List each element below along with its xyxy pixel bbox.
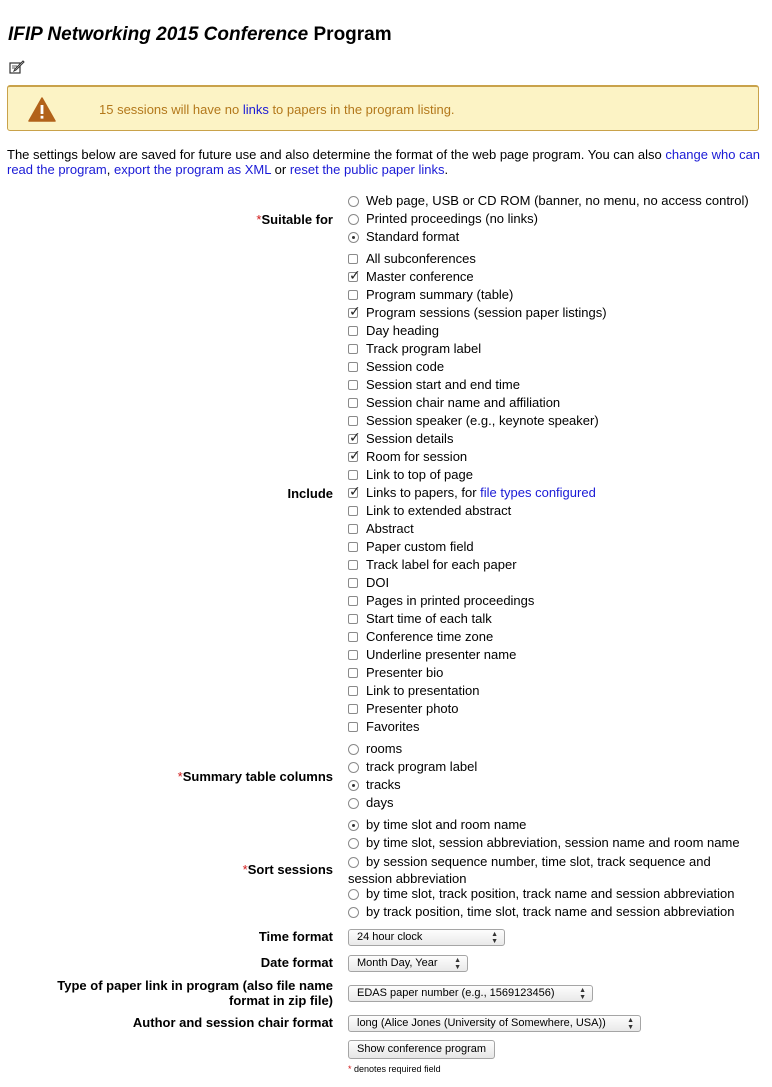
option-label: Track label for each paper xyxy=(366,557,517,572)
time-format-select[interactable] xyxy=(348,929,505,946)
select-value: 24 hour clock xyxy=(357,931,423,943)
suitable-for-label xyxy=(256,212,333,227)
option-label: by session sequence number, time slot, track sequence and session abbreviation xyxy=(348,854,711,886)
option-label: Day heading xyxy=(366,323,439,338)
option-label: track program label xyxy=(366,759,478,774)
checkbox[interactable] xyxy=(348,704,358,714)
required-mark: * xyxy=(348,1064,352,1074)
sort-option[interactable] xyxy=(348,816,526,834)
select-arrows-icon: ▲ ▼ xyxy=(579,987,586,1001)
summary-option[interactable] xyxy=(348,740,402,758)
include-option[interactable] xyxy=(348,286,513,304)
include-option[interactable] xyxy=(348,556,517,574)
checkbox[interactable] xyxy=(348,398,358,408)
include-label: Include xyxy=(287,486,333,501)
paper-link-select[interactable] xyxy=(348,985,593,1002)
checkbox[interactable] xyxy=(348,632,358,642)
checkbox[interactable] xyxy=(348,254,358,264)
option-label: Links to papers, for xyxy=(366,485,481,500)
required-mark: * xyxy=(242,862,248,877)
option-label: days xyxy=(366,795,394,810)
include-option[interactable] xyxy=(348,466,473,484)
sort-option[interactable] xyxy=(348,853,748,887)
checkbox[interactable] xyxy=(348,362,358,372)
reset-links-link[interactable]: reset the public paper links xyxy=(289,162,445,177)
checkbox[interactable] xyxy=(348,290,358,300)
intro-sep-1: , xyxy=(106,162,114,177)
warning-text-after: to papers in the program listing. xyxy=(268,102,455,117)
checkbox[interactable] xyxy=(348,524,358,534)
radio-button[interactable] xyxy=(348,889,359,900)
radio-button-selected[interactable] xyxy=(348,232,359,243)
option-label: Program summary (table) xyxy=(366,287,514,302)
checkbox[interactable] xyxy=(348,542,358,552)
option-label: by time slot, track position, track name and session abbreviation xyxy=(366,886,735,901)
sort-option[interactable] xyxy=(348,903,735,921)
file-types-link[interactable]: file types configured xyxy=(480,485,596,500)
page-title xyxy=(8,24,392,46)
option-label: Session speaker (e.g., keynote speaker) xyxy=(366,413,599,428)
radio-button-selected[interactable] xyxy=(348,820,359,831)
select-arrows-icon: ▲ ▼ xyxy=(491,931,498,945)
paper-link-label-line2: format in zip file) xyxy=(229,993,333,1008)
intro-sep-2: or xyxy=(271,162,290,177)
radio-button[interactable] xyxy=(348,762,359,773)
required-mark: * xyxy=(256,212,262,227)
sort-option[interactable] xyxy=(348,885,735,903)
suitable-for-text: Suitable for xyxy=(261,212,333,227)
option-label: Session details xyxy=(366,431,454,446)
checkbox[interactable] xyxy=(348,668,358,678)
option-label: Pages in printed proceedings xyxy=(366,593,535,608)
summary-option[interactable] xyxy=(348,776,401,794)
include-option[interactable] xyxy=(348,412,599,430)
option-label: Start time of each talk xyxy=(366,611,492,626)
select-value: Month Day, Year xyxy=(357,957,438,969)
suitable-for-option[interactable] xyxy=(348,192,749,210)
author-format-label: Author and session chair format xyxy=(132,1015,333,1030)
include-option[interactable] xyxy=(348,268,474,286)
paper-link-label-line1: Type of paper link in program (also file name xyxy=(57,978,333,993)
page-title-conference: IFIP Networking 2015 Conference xyxy=(8,24,309,45)
option-label: by track position, time slot, track name and session abbreviation xyxy=(366,904,735,919)
include-option[interactable] xyxy=(348,574,389,592)
option-label: Abstract xyxy=(366,521,414,536)
summary-option[interactable] xyxy=(348,758,477,776)
include-option[interactable] xyxy=(348,448,467,466)
intro-text: The settings below are saved for future use and also determine the format of the web page program. You can also xyxy=(7,147,666,162)
author-format-select[interactable] xyxy=(348,1015,641,1032)
checkbox[interactable] xyxy=(348,380,358,390)
option-label: Web page, USB or CD ROM (banner, no menu, no access control) xyxy=(366,193,749,208)
summary-table-text: Summary table columns xyxy=(182,769,333,784)
option-label: Link to top of page xyxy=(366,467,473,482)
intro-paragraph xyxy=(7,147,767,177)
option-label: All subconferences xyxy=(366,251,476,266)
include-option[interactable] xyxy=(348,700,459,718)
checkbox-checked[interactable] xyxy=(348,272,358,282)
intro-end: . xyxy=(444,162,449,177)
include-option[interactable] xyxy=(348,484,596,502)
suitable-for-option[interactable] xyxy=(348,228,459,246)
include-option[interactable] xyxy=(348,628,493,646)
checkbox[interactable] xyxy=(348,344,358,354)
radio-button[interactable] xyxy=(348,857,359,868)
select-value: long (Alice Jones (University of Somewhere, USA)) xyxy=(357,1017,606,1029)
export-xml-link[interactable]: export the program as XML xyxy=(113,162,272,177)
sort-option[interactable] xyxy=(348,834,740,852)
radio-button[interactable] xyxy=(348,907,359,918)
option-label: by time slot, session abbreviation, session name and room name xyxy=(366,835,740,850)
checkbox-checked[interactable] xyxy=(348,434,358,444)
option-label: Printed proceedings (no links) xyxy=(366,211,538,226)
option-label: Room for session xyxy=(366,449,468,464)
checkbox[interactable] xyxy=(348,560,358,570)
option-label: Presenter bio xyxy=(366,665,444,680)
option-label: Favorites xyxy=(366,719,420,734)
option-label: tracks xyxy=(366,777,401,792)
radio-button[interactable] xyxy=(348,838,359,849)
change-readers-link[interactable]: change who can read the program xyxy=(7,147,761,177)
option-label: DOI xyxy=(366,575,390,590)
time-format-label: Time format xyxy=(258,929,333,944)
sort-sessions-text: Sort sessions xyxy=(247,862,333,877)
warning-message xyxy=(99,102,455,117)
warning-banner xyxy=(7,85,759,131)
checkbox[interactable] xyxy=(348,326,358,336)
option-label: rooms xyxy=(366,741,403,756)
include-option[interactable] xyxy=(348,664,443,682)
option-label: Session start and end time xyxy=(366,377,520,392)
option-label: Track program label xyxy=(366,341,482,356)
checkbox-checked[interactable] xyxy=(348,308,358,318)
include-option[interactable] xyxy=(348,340,481,358)
option-label: Presenter photo xyxy=(366,701,459,716)
include-option[interactable] xyxy=(348,646,516,664)
checkbox[interactable] xyxy=(348,650,358,660)
date-format-select[interactable] xyxy=(348,955,468,972)
edit-icon[interactable] xyxy=(9,59,25,75)
checkbox[interactable] xyxy=(348,470,358,480)
include-option[interactable] xyxy=(348,538,474,556)
option-label: by time slot and room name xyxy=(366,817,527,832)
option-label: Master conference xyxy=(366,269,474,284)
include-option[interactable] xyxy=(348,592,534,610)
select-arrows-icon: ▲ ▼ xyxy=(627,1017,634,1031)
option-label: Standard format xyxy=(366,229,460,244)
radio-button[interactable] xyxy=(348,798,359,809)
summary-option[interactable] xyxy=(348,794,393,812)
checkbox[interactable] xyxy=(348,722,358,732)
option-label: Link to extended abstract xyxy=(366,503,512,518)
select-value: EDAS paper number (e.g., 1569123456) xyxy=(357,987,555,999)
include-option[interactable] xyxy=(348,718,419,736)
checkbox[interactable] xyxy=(348,506,358,516)
include-option[interactable] xyxy=(348,430,453,448)
option-label: Session code xyxy=(366,359,445,374)
option-label: Link to presentation xyxy=(366,683,480,698)
checkbox[interactable] xyxy=(348,614,358,624)
links-link[interactable]: links xyxy=(242,102,269,117)
option-label: Session chair name and affiliation xyxy=(366,395,561,410)
radio-button[interactable] xyxy=(348,214,359,225)
sort-sessions-label xyxy=(243,862,333,877)
footnote-text: denotes required field xyxy=(351,1064,441,1074)
checkbox[interactable] xyxy=(348,686,358,696)
include-option[interactable] xyxy=(348,376,520,394)
include-option[interactable] xyxy=(348,394,560,412)
option-label: Program sessions (session paper listings) xyxy=(366,305,607,320)
option-label: Paper custom field xyxy=(366,539,474,554)
date-format-label: Date format xyxy=(260,955,333,970)
include-option[interactable] xyxy=(348,250,476,268)
include-option[interactable] xyxy=(348,502,511,520)
show-program-button[interactable]: Show conference program xyxy=(348,1040,495,1059)
option-label: Conference time zone xyxy=(366,629,494,644)
include-option[interactable] xyxy=(348,610,492,628)
radio-button-selected[interactable] xyxy=(348,780,359,791)
include-option[interactable] xyxy=(348,322,439,340)
paper-link-label xyxy=(57,978,333,1008)
warning-icon xyxy=(28,97,56,123)
required-mark: * xyxy=(177,769,183,784)
summary-table-label xyxy=(178,769,333,784)
suitable-for-option[interactable] xyxy=(348,210,538,228)
include-option[interactable] xyxy=(348,520,414,538)
option-label: Underline presenter name xyxy=(366,647,517,662)
radio-button[interactable] xyxy=(348,744,359,755)
select-arrows-icon: ▲ ▼ xyxy=(454,957,461,971)
warning-text-before: 15 sessions will have no xyxy=(99,102,243,117)
page-title-suffix: Program xyxy=(313,24,392,45)
checkbox-checked[interactable] xyxy=(348,488,358,498)
include-option[interactable] xyxy=(348,358,444,376)
radio-button[interactable] xyxy=(348,196,359,207)
include-option[interactable] xyxy=(348,304,607,322)
required-footnote xyxy=(348,1064,441,1074)
checkbox[interactable] xyxy=(348,596,358,606)
checkbox[interactable] xyxy=(348,416,358,426)
include-option[interactable] xyxy=(348,682,479,700)
checkbox-checked[interactable] xyxy=(348,452,358,462)
checkbox[interactable] xyxy=(348,578,358,588)
